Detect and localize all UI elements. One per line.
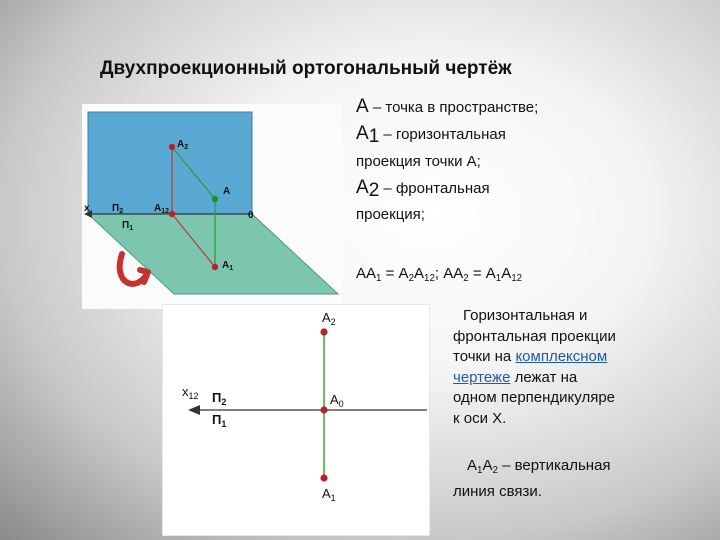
label-pi1: $П_1$ xyxy=(212,412,227,429)
definition-a: А – точка в пространстве; xyxy=(356,96,539,117)
label-pi2: $П_2$ xyxy=(212,390,227,407)
point-a2 xyxy=(320,328,327,335)
paragraph-line: чертеже лежат на xyxy=(453,368,578,386)
equality-formula: $АА_1 = А_2А_{12}$; $АА_2 = А_1А_{12}$ xyxy=(356,265,523,284)
label-a0: $A_0$ xyxy=(330,392,344,409)
definition-a1-continued: проекция точки А; xyxy=(356,153,481,170)
paragraph-line: Горизонтальная и xyxy=(463,307,588,324)
slide-title: Двухпроекционный ортогональный чертёж xyxy=(100,58,512,79)
explanation-paragraph xyxy=(453,306,616,429)
paragraph-line: фронтальная проекции xyxy=(453,327,616,345)
highlight-term: чертеже xyxy=(453,368,511,386)
label-a1: $A_1$ xyxy=(222,260,234,272)
label-pi1: $П_1$ xyxy=(122,220,134,232)
point-a1 xyxy=(320,474,327,481)
point-a2 xyxy=(169,144,175,150)
paragraph-line: одном перпендикуляре xyxy=(453,389,616,406)
label-a12: $A_{12}$ xyxy=(154,203,170,215)
point-a0 xyxy=(320,406,327,413)
label-x12: $x_{12}$ xyxy=(182,384,199,401)
frontal-plane xyxy=(88,112,252,214)
label-origin: 0 xyxy=(248,210,254,221)
highlight-term: комплексном xyxy=(515,348,608,365)
label-a: A xyxy=(223,186,231,197)
label-a2: $A_2$ xyxy=(322,310,336,327)
definition-a2: $А_2$ – фронтальная xyxy=(356,177,490,201)
label-a1: $A_1$ xyxy=(322,486,336,503)
complex-drawing-figure xyxy=(162,304,430,536)
link-line-text: $А_1А_2$ – вертикальная линия связи. xyxy=(453,457,611,500)
label-x: x xyxy=(84,203,90,214)
figure-background xyxy=(162,304,430,536)
definition-a1: $А_1$ – горизонтальная xyxy=(356,123,506,147)
label-a2: $A_2$ xyxy=(177,139,189,151)
paragraph-line: к оси X. xyxy=(453,409,507,427)
spatial-model-figure xyxy=(82,104,342,309)
point-a1 xyxy=(212,264,218,270)
label-pi2: $П_2$ xyxy=(112,203,124,215)
point-a xyxy=(212,196,218,202)
point-a12 xyxy=(169,211,175,217)
definition-a2-continued: проекция; xyxy=(356,206,425,223)
paragraph-line: точки на комплексном xyxy=(453,348,608,365)
